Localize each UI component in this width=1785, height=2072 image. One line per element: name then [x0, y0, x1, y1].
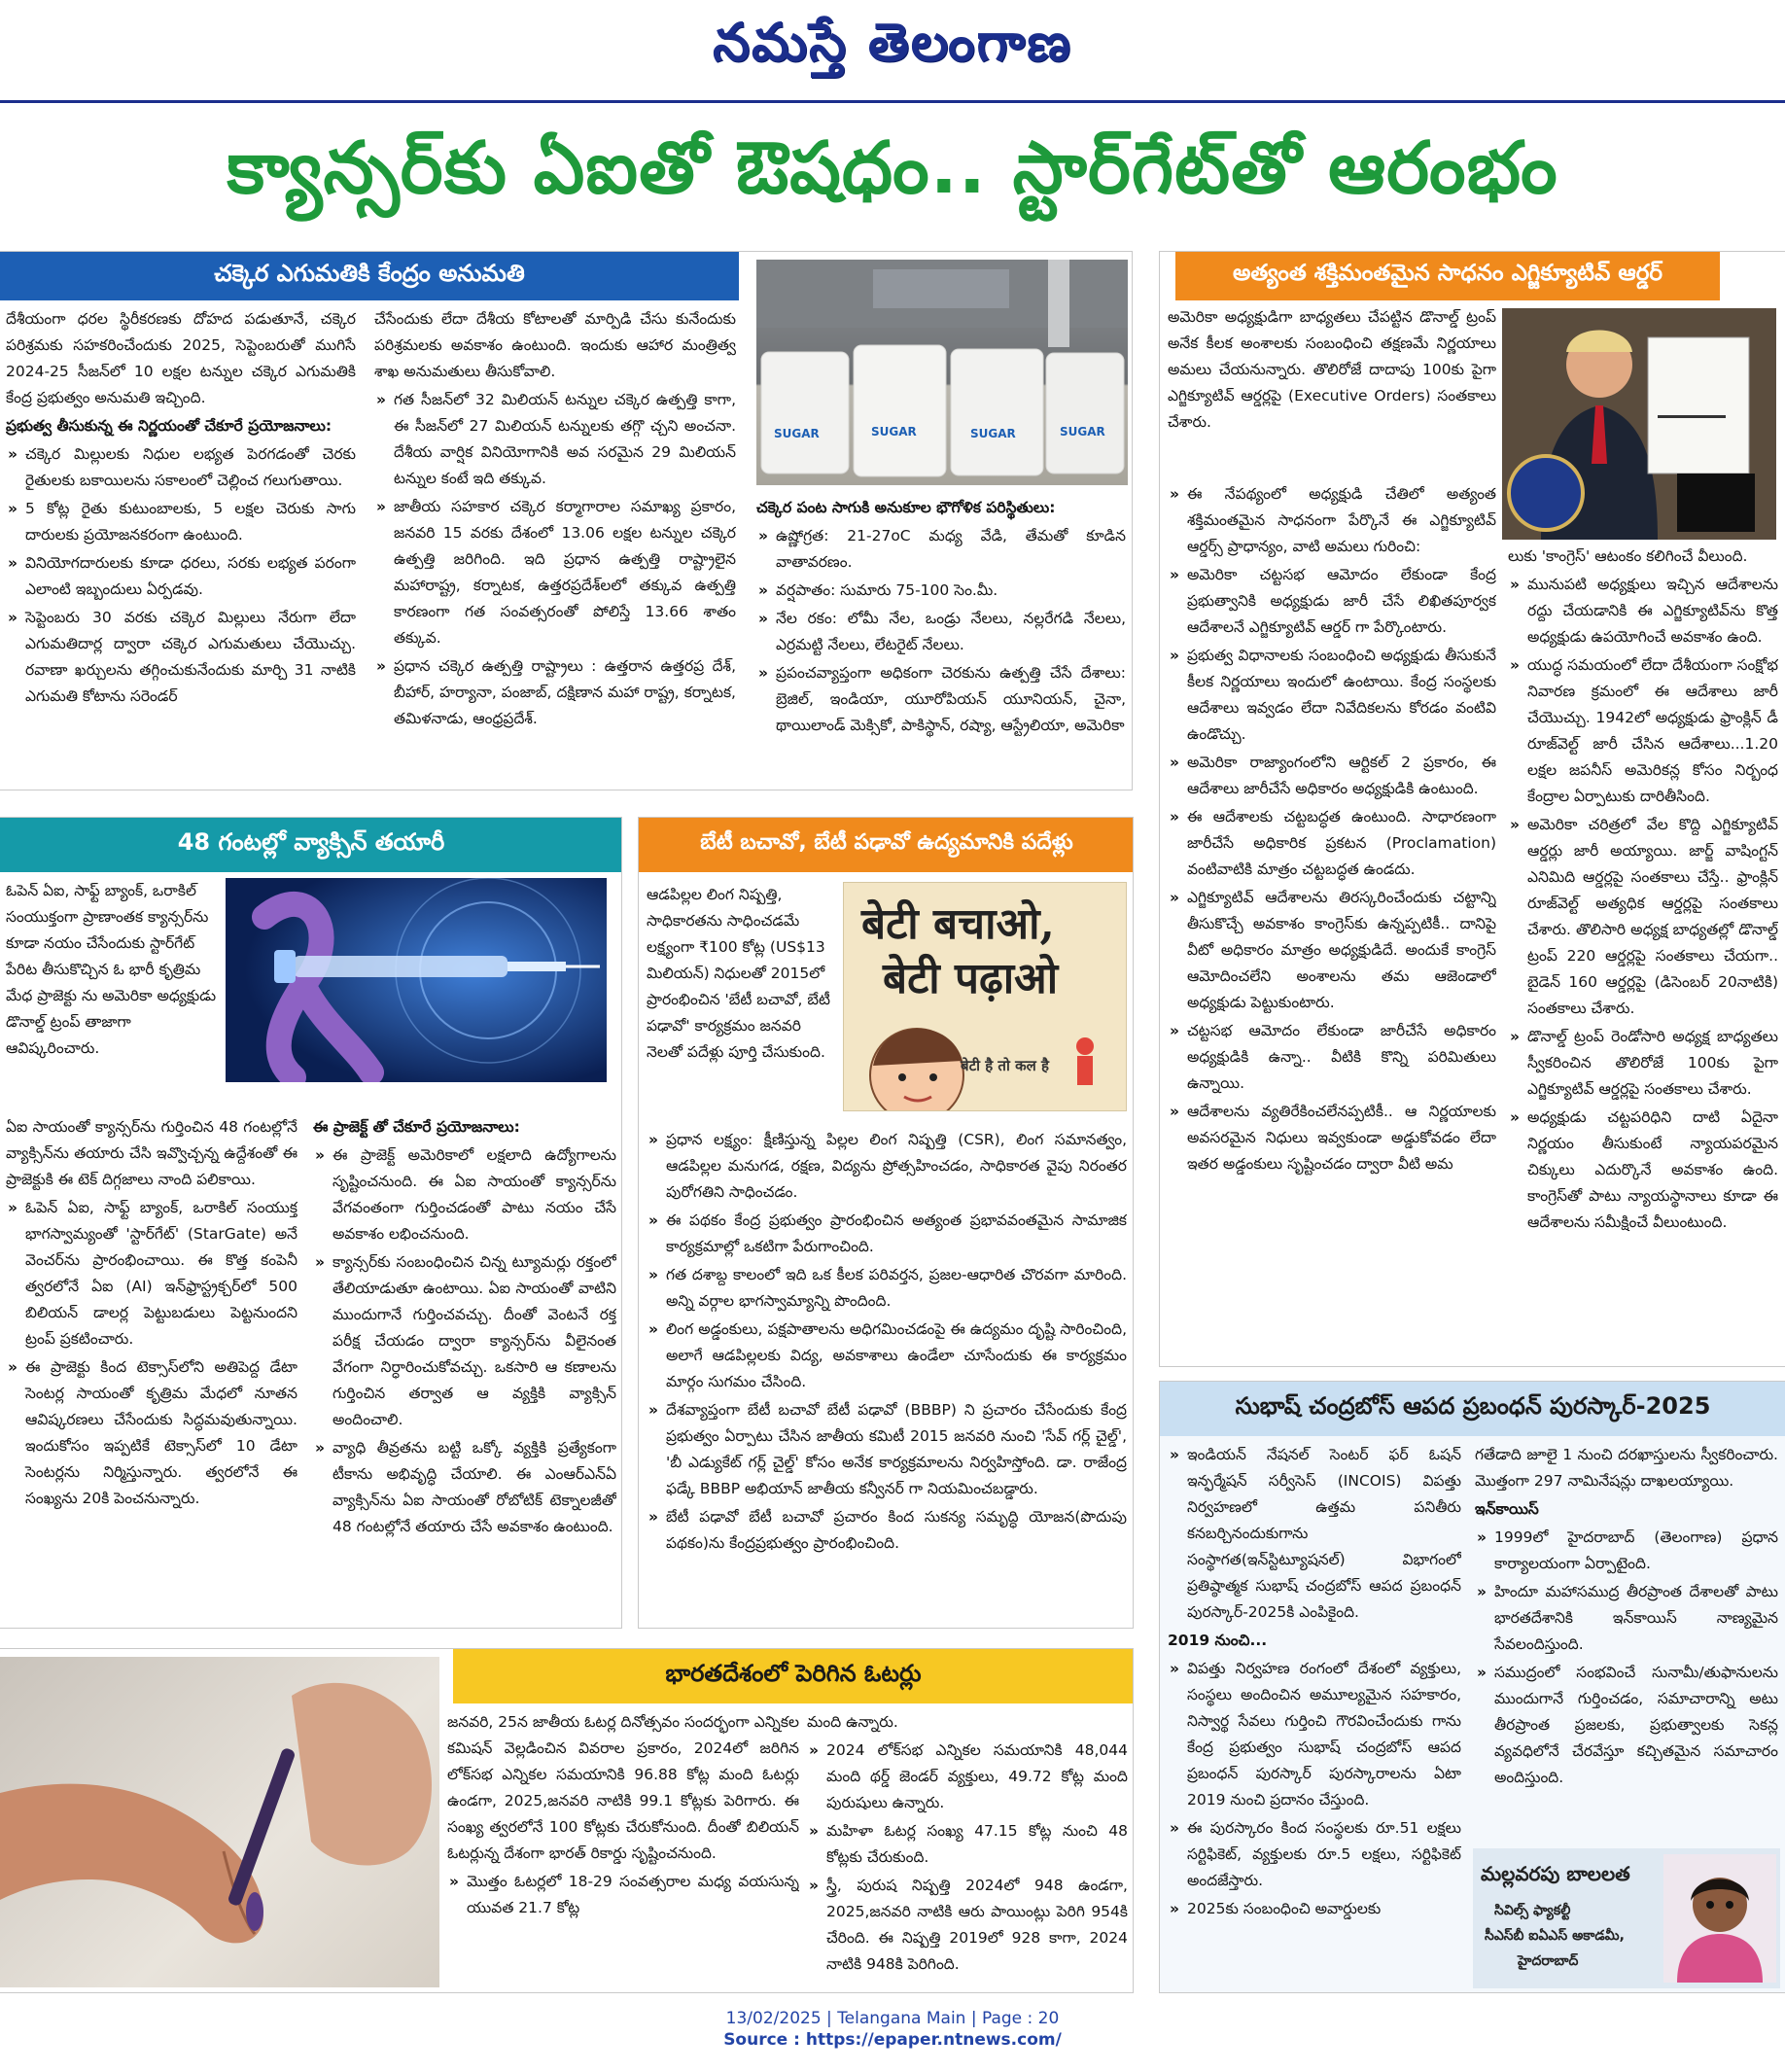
footer [0, 2008, 1785, 2051]
incois-heading: ఇన్‌కాయిస్ [1475, 1500, 1539, 1518]
sugar-col3 [756, 495, 1126, 787]
voter-ink-photo [0, 1657, 439, 1987]
list-item: » క్యాన్సర్‌కు సంబంధించిన చిన్న ట్యూమర్లు రక్తంలో తేలియాడుతూ ఉంటాయి. ఏఐ సాయంతో వాటిని ముందుగానే గుర్తించవచ్చు. దీంతో వెంటనే రక్త పరీక్ష చేయడం ద్వారా క్యాన్సర్‌ను వీలైనంత వేగంగా నిర్ధారించుకోవచ్చు. ఒకసారి ఆ కణాలను గుర్తించిన తర్వాత ఆ వ్యక్తికి వ్యాక్సిన్ అందించాలి. [313, 1249, 616, 1433]
list-item: » ఆదేశాలను వ్యతిరేకించలేనప్పటికీ.. ఆ నిర్ణయాలకు అవసరమైన నిధులు ఇవ్వకుండా అడ్డుకోవడం లేదా ఇతర అడ్డంకులు సృష్టించడం ద్వారా వీటి అమ [1168, 1099, 1496, 1177]
list-item: » 1999లో హైదరాబాద్ (తెలంగాణ) ప్రధాన కార్యాలయంగా ఏర్పాటైంది. [1475, 1525, 1778, 1577]
sugar-col1 [6, 306, 356, 783]
list-item: » ఇండియన్ నేషనల్ సెంటర్ ఫర్ ఓషన్ ఇన్ఫర్మేషన్ సర్వీసెస్ (INCOIS) విపత్తు నిర్వహణలో ఉత్తమ పనితీరు కనబర్చినందుకుగాను సంస్థాగత(ఇన్‌స్టిట్యూషనల్) విభాగంలో ప్రతిష్ఠాత్మక సుభాష్ చంద్రబోస్ ఆపద ప్రబంధన్ పురస్కార్-2025కి ఎంపికైంది. [1168, 1442, 1461, 1626]
beti-title-bar [639, 818, 1134, 872]
poster-tagline: बेटी है तो कल है [961, 1057, 1049, 1074]
main-headline [0, 109, 1785, 245]
subhash-col1 [1168, 1442, 1461, 1988]
list-item: » ఎగ్జిక్యూటివ్ ఆదేశాలను తిరస్కరించేందుకు చట్టాన్ని తీసుకొచ్చే అవకాశం కాంగ్రెస్‌కు ఉన్నప్పటికీ.. దానిపై వీటో అధికారం మాత్రం అధ్యక్షుడిదే. అందుకే కాంగ్రెస్ ఆమోదించలేని అంశాలను తమ ఆజెండాలో అధ్యక్షుడు పెట్టుకుంటారు. [1168, 885, 1496, 1016]
list-item: » గత సీజన్‌లో 32 మిలియన్ టన్నుల చక్కెర ఉత్పత్తి కాగా, ఈ సీజన్‌లో 27 మిలియన్ టన్నులకు తగ్గొ చ్చని అంచనా. దేశీయ వార్షిక వినియోగానికి అవ సరమైన 29 మిలియన్ టన్నుల కంటే ఇది తక్కువ. [374, 387, 736, 492]
subhash-since-2019-heading: 2019 నుంచి... [1168, 1632, 1268, 1649]
voters-article [0, 1648, 1134, 1993]
sugar-bag-label: SUGAR [871, 425, 917, 439]
list-item: » ప్రపంచవ్యాప్తంగా అధికంగా చెరకును ఉత్పత్తి చేసే దేశాలు: బ్రెజిల్, ఇండియా, యూరోపియన్ యూనియన్, చైనా, థాయిలాండ్ మెక్సికో, పాకిస్థాన్, రష్యా, ఆస్ట్రేలియా, అమెరికా [756, 660, 1126, 739]
sugar-bag-label: SUGAR [774, 427, 820, 440]
list-item: » 2024 లోక్‌సభ ఎన్నికల సమయానికి 48,044 మంది థర్డ్ జెండర్ వ్యక్తులు, 49.72 కోట్ల మంది పురుషులు ఉన్నారు. [807, 1738, 1128, 1816]
list-item: » ఈ పథకం కేంద్ర ప్రభుత్వం ప్రారంభించిన అత్యంత ప్రభావవంతమైన సామాజిక కార్యక్రమాల్లో ఒకటిగా పేరుగాంచింది. [647, 1208, 1127, 1260]
masthead-divider [0, 100, 1785, 103]
avatar [1663, 1854, 1776, 1983]
list-item: » మహిళా ఓటర్ల సంఖ్య 47.15 కోట్ల నుంచి 48 కోట్లకు చేరుకుంది. [807, 1818, 1128, 1871]
voters-title: భారతదేశంలో పెరిగిన ఓటర్లు [665, 1660, 922, 1687]
list-item: » సెప్టెంబరు 30 వరకు చక్కెర మిల్లులు నేరుగా లేదా ఎగుమతిదార్ల ద్వారా చక్కెర ఎగుమతులు చేయొచ్చు. రవాణా ఖర్చులను తగ్గించుకునేందుకు మార్చి 31 నాటికి ఎగుమతి కోటాను సరెండర్ [6, 605, 356, 710]
list-item: » 2025కు సంబంధించి అవార్డులకు [1168, 1896, 1461, 1922]
voters-col2-lead: మంది ఉన్నారు. [807, 1713, 898, 1731]
beti-title: బేటీ బచావో, బేటీ పఢావో ఉద్యమానికి పదేళ్లు [700, 830, 1073, 855]
vaccine-col1-top [6, 878, 222, 1111]
author-line2: సీఎస్‌బీ ఐఏఎస్ అకాడమీ, [1485, 1928, 1625, 1944]
vaccine-intro: ఓపెన్ ఏఐ, సాఫ్ట్ బ్యాంక్, ఒరాకిల్ సంయుక్తంగా ప్రాణాంతక క్యాన్సర్‌ను కూడా నయం చేసేందుకు స్టార్‌గేట్ పేరిట తీసుకొచ్చిన ఓ భారీ కృత్రిమ మేధ ప్రాజెక్టు ను అమెరికా అధ్యక్షుడు డొనాల్డ్ ట్రంప్ తాజాగా ఆవిష్కరించారు. [6, 882, 217, 1057]
exec-title-bar [1175, 252, 1720, 300]
voters-col2 [807, 1709, 1128, 1989]
vaccine-title-bar [0, 818, 622, 872]
sugar-col2-lead: చేసేందుకు లేదా దేశీయ కోటాలతో మార్పిడి చేసు కునేందుకు పరిశ్రమలకు అవకాశం ఉంటుంది. ఇందుకు ఆహార మంత్రిత్వ శాఖ అనుమతులు తీసుకోవాలి. [374, 310, 736, 380]
list-item: » మునుపటి అధ్యక్షులు ఇచ్చిన ఆదేశాలను రద్దు చేయడానికి ఈ ఎగ్జిక్యూటివ్‌ను కొత్త అధ్యక్షుడు ఉపయోగించే అవకాశం ఉంది. [1508, 572, 1778, 650]
author-line1: సివిల్స్ ఫ్యాకల్టీ [1494, 1903, 1571, 1918]
list-item: » ఈ ఆదేశాలకు చట్టబద్ధత ఉంటుంది. సాధారణంగా జారీచేసే అధికారిక ప్రకటన (Proclamation) వంటివాటికి మాత్రం చట్టబద్ధత ఉండదు. [1168, 804, 1496, 883]
author-box [1473, 1848, 1780, 1988]
voters-title-bar [453, 1649, 1134, 1703]
sugar-article [0, 251, 1133, 790]
list-item: » ఈ పురస్కారం కింద సంస్థలకు రూ.51 లక్షలు సర్టిఫికెట్, వ్యక్తులకు రూ.5 లక్షలు, సర్టిఫికెట్ అందజేస్తారు. [1168, 1815, 1461, 1894]
list-item: » 5 కోట్ల రైతు కుటుంబాలకు, 5 లక్షల చెరుకు సాగు దారులకు ప్రయోజనకరంగా ఉంటుంది. [6, 496, 356, 548]
list-item: » విపత్తు నిర్వహణ రంగంలో దేశంలో వ్యక్తులు, సంస్థలు అందించిన అమూల్యమైన సహకారం, నిస్వార్థ సేవలు గుర్తించి గౌరవించేందుకు గాను కేంద్ర ప్రభుత్వం సుభాష్ చంద్రబోస్ ఆపద ప్రబంధన్ పురస్కార్ పురస్కారాలను ఏటా 2019 నుంచి ప్రదానం చేస్తుంది. [1168, 1656, 1461, 1813]
poster-line1: बेटी बचाओ, [861, 899, 1055, 949]
footer-date-page: 13/02/2025 | Telangana Main | Page : 20 [725, 2009, 1060, 2028]
subhash-col2 [1475, 1442, 1778, 1841]
list-item: » డొనాల్డ్ ట్రంప్ రెండోసారి అధ్యక్ష బాధ్యతలు స్వీకరించిన తొలిరోజే 100కు పైగా ఎగ్జిక్యూటివ్ ఆర్డర్లపై సంతకాలు చేశారు. [1508, 1024, 1778, 1103]
list-item: » చక్కెర మిల్లులకు నిధుల లభ్యత పెరగడంతో చెరకు రైతులకు బకాయిలను సకాలంలో చెల్లించ గలుగుతాయి. [6, 441, 356, 494]
list-item: » బేటీ పఢావో బేటీ బచావో ప్రచారం కింద సుకన్య సమృద్ధి యోజన(పొదుపు పథకం)ను కేంద్రప్రభుత్వం ప్రారంభించింది. [647, 1504, 1127, 1557]
list-item: » గత దశాబ్ద కాలంలో ఇది ఒక కీలక పరివర్తన, ప్రజల-ఆధారిత చొరవగా మారింది. అన్ని వర్గాల భాగస్వామ్యాన్ని పొందింది. [647, 1262, 1127, 1315]
exec-col2-lead: లుకు 'కాంగ్రెస్' ఆటంకం కలిగించే వీలుంది. [1508, 547, 1748, 565]
sugar-conditions-heading: చక్కెర పంట సాగుకి అనుకూల భౌగోళిక పరిస్థితులు: [756, 499, 1056, 516]
list-item: » ఈ ప్రాజెక్ట్ అమెరికాలో లక్షలాది ఉద్యోగాలను సృష్టించనుంది. ఈ ఏఐ సాయంతో క్యాన్సర్‌ను వేగవంతంగా గుర్తించడంతో పాటు నయం చేసే అవకాశం లభించనుంది. [313, 1142, 616, 1247]
subhash-award-article [1159, 1381, 1785, 1993]
list-item: » జాతీయ సహకార చక్కెర కర్మాగారాల సమాఖ్య ప్రకారం, జనవరి 15 వరకు దేశంలో 13.06 లక్షల టన్నుల చక్కెర ఉత్పత్తి జరిగింది. ఇది ప్రధాన ఉత్పత్తి రాష్ట్రాలైన మహారాష్ట్ర, కర్నాటక, ఉత్తరప్రదేశ్‌లలో తక్కువ ఉత్పత్తి కారణంగా గత సంవత్సరంతో పోలిస్తే 13.66 శాతం తక్కువ. [374, 494, 736, 651]
exec-title: అత్యంత శక్తిమంతమైన సాధనం ఎగ్జిక్యూటివ్ ఆర్డర్ [1233, 261, 1662, 286]
list-item: » మొత్తం ఓటర్లలో 18-29 సంవత్సరాల మధ్య వయసున్న యువత 21.7 కోట్ల [447, 1869, 799, 1921]
vaccine-benefits-heading: ఈ ప్రాజెక్ట్ తో చేకూరే ప్రయోజనాలు: [313, 1118, 520, 1136]
headline-text: క్యాన్సర్‌కు ఏఐతో ఔషధం.. స్టార్‌గేట్‌తో ఆరంభం [227, 126, 1558, 210]
sugar-title: చక్కెర ఎగుమతికి కేంద్రం అనుమతి [214, 260, 525, 287]
beti-intro [647, 882, 837, 1125]
footer-source: Source : https://epaper.ntnews.com/ [723, 2030, 1062, 2050]
sugar-intro: దేశీయంగా ధరల స్థిరీకరణకు దోహద పడుతూనే, చక్కెర పరిశ్రమకు సహకరించేందుకు 2025, సెప్టెంబరుతో ముగిసే 2024-25 సీజన్‌లో 10 లక్షల టన్నుల చక్కెర ఎగుమతికి కేంద్ర ప్రభుత్వం అనుమతి ఇచ్చింది. [6, 310, 356, 406]
trump-signing-photo [1502, 308, 1776, 540]
beti-poster [843, 882, 1127, 1111]
sugar-bags-photo [756, 260, 1128, 485]
list-item: » ఓపెన్ ఏఐ, సాఫ్ట్ బ్యాంక్, ఒరాకిల్ సంయుక్త భాగస్వామ్యంతో 'స్టార్‌గేట్' (StarGate) అనే వెంచర్‌ను ప్రారంభించాయి. ఈ కొత్త కంపెనీ త్వరలోనే ఏఐ (AI) ఇన్‌ఫ్రాస్ట్రక్చర్‌లో 500 బిలియన్ డాలర్ల పెట్టుబడులు పెట్టనుందని ట్రంప్ ప్రకటించారు. [6, 1195, 298, 1352]
list-item: » వర్షపాతం: సుమారు 75-100 సెం.మీ. [756, 578, 1126, 604]
list-item: » స్త్రీ, పురుష నిష్పత్తి 2024లో 948 ఉండగా, 2025,జనవరి నాటికి ఆరు పాయింట్లు పెరిగి 954కి చేరింది. ఈ నిష్పత్తి 2019లో 928 కాగా, 2024 నాటికి 948కి పెరిగింది. [807, 1873, 1128, 1978]
list-item: » ఉష్ణోగ్రత: 21-27oC మధ్య వేడి, తేమతో కూడిన వాతావరణం. [756, 523, 1126, 576]
list-item: » వ్యాధి తీవ్రతను బట్టి ఒక్కో వ్యక్తికి ప్రత్యేకంగా టీకాను అభివృద్ధి చేయాలి. ఈ ఎంఆర్ఎన్ఏ వ్యాక్సిన్‌ను ఏఐ సాయంతో రోబోటిక్ టెక్నాలజీతో 48 గంటల్లోనే తయారు చేసే అవకాశం ఉంటుంది. [313, 1435, 616, 1540]
subhash-title: సుభాష్ చంద్రబోస్ ఆపద ప్రబంధన్ పురస్కార్-2025 [1235, 1392, 1711, 1420]
voters-col1 [447, 1709, 799, 1989]
sugar-title-bar [0, 252, 739, 300]
vaccine-title: 48 గంటల్లో వ్యాక్సిన్ తయారీ [177, 828, 445, 856]
list-item: » అమెరికా చట్టసభ ఆమోదం లేకుండా కేంద్ర ప్రభుత్వానికి అధ్యక్షుడు జారీ చేసే లిఖితపూర్వక ఆదేశాలనే ఎగ్జిక్యూటివ్ ఆర్డర్ గా పేర్కొంటారు. [1168, 562, 1496, 641]
sugar-benefits-heading: ప్రభుత్వ తీసుకున్న ఈ నిర్ణయంతో చేకూరే ప్రయోజనాలు: [6, 417, 332, 435]
exec-col1 [1168, 481, 1496, 1362]
vaccine-col1 [6, 1114, 298, 1625]
subhash-title-bar [1160, 1382, 1785, 1436]
vaccine-illustration [226, 878, 607, 1082]
vaccine-col2 [313, 1114, 616, 1625]
beti-intro-text: ఆడపిల్లల లింగ నిష్పత్తి, సాధికారతను సాధించడమే లక్ష్యంగా ₹100 కోట్ల (US$13 మిలియన్) నిధులతో 2015లో ప్రారంభించిన 'బేటీ బచావో, బేటీ పఢావో' కార్యక్రమం జనవరి నెలతో పదేళ్లు పూర్తి చేసుకుంది. [647, 886, 830, 1061]
author-name: మల్లవరపు బాలలత [1481, 1862, 1630, 1885]
list-item: » అమెరికా చరిత్రలో వేల కొద్ది ఎగ్జిక్యూటివ్ ఆర్డర్లు జారీ అయ్యాయి. జార్జ్ వాషింగ్టన్ ఎనిమిది ఆర్డర్లపై సంతకాలు చేస్తే.. ఫ్రాంక్లిన్ రూజ్‌వెల్ట్ అత్యధిక ఆర్డర్లపై సంతకాలు చేశారు. తొలిసారి అధ్యక్ష బాధ్యతల్లో డొనాల్డ్ ట్రంప్ 220 ఆర్డర్లపై సంతకాలు చేయగా.. బైడెన్ 160 ఆర్డర్లపై (డిసెంబర్ 20నాటికి) సంతకాలు చేశారు. [1508, 812, 1778, 1022]
exec-top [1168, 304, 1496, 479]
list-item: » సముద్రంలో సంభవించే సునామీ/తుఫానులను ముందుగానే గుర్తించడం, సమాచారాన్ని అటు తీరప్రాంత ప్రజలకు, ప్రభుత్వాలకు సెకన్ల వ్యవధిలోనే చేరవేస్తూ కచ్చితమైన సమాచారం అందిస్తుంది. [1475, 1660, 1778, 1791]
poster-line2: बेटी पढ़ाओ [883, 954, 1059, 1003]
voters-intro: జనవరి, 25న జాతీయ ఓటర్ల దినోత్సవం సందర్భంగా ఎన్నికల కమిషన్ వెల్లడించిన వివరాల ప్రకారం, 2024లో జరిగిన లోక్‌సభ ఎన్నికల సమయానికి 96.88 కోట్ల మంది ఓటర్లు ఉండగా, 2025,జనవరి నాటికి 99.1 కోట్లకు పెరిగారు. ఈ సంఖ్య త్వరలోనే 100 కోట్లకు చేరుకోనుంది. దీంతో బిలియన్ ఓటర్లున్న దేశంగా భారత్ రికార్డు సృష్టించనుంది. [447, 1713, 799, 1862]
list-item: » నేల రకం: లోమీ నేల, ఒండ్రు నేలలు, నల్లరేగడి నేలలు, ఎర్రమట్టి నేలలు, లేటరైట్ నేలలు. [756, 606, 1126, 658]
sugar-col2 [374, 306, 736, 783]
vaccine-lead: ఏఐ సాయంతో క్యాన్సర్‌ను గుర్తించిన 48 గంటల్లోనే వ్యాక్సిన్‌ను తయారు చేసి ఇవ్వొచ్చన్న ఉద్దేశంతో ఈ ప్రాజెక్టుకి ఈ టెక్ దిగ్గజాలు నాంది పలికాయి. [6, 1118, 298, 1188]
list-item: » అమెరికా రాజ్యాంగంలోని ఆర్టికల్ 2 ప్రకారం, ఈ ఆదేశాలు జారీచేసే అధికారం అధ్యక్షుడికి ఉంటుంది. [1168, 750, 1496, 802]
exec-col2 [1508, 544, 1778, 1362]
masthead-title: నమస్తే తెలంగాణ [713, 11, 1072, 73]
list-item: » లింగ అడ్డంకులు, పక్షపాతాలను అధిగమించడంపై ఈ ఉద్యమం దృష్టి సారించింది, అలాగే ఆడపిల్లలకు విద్య, అవకాశాలు ఉండేలా చూసేందుకు ఈ కార్యక్రమం మార్గం సుగమం చేసింది. [647, 1317, 1127, 1395]
vaccine-article [0, 817, 622, 1629]
list-item: » యుద్ధ సమయంలో లేదా దేశీయంగా సంక్షోభ నివారణ క్రమంలో ఈ ఆదేశాలు జారీ చేయొచ్చు. 1942లో అధ్యక్షుడు ఫ్రాంక్లిన్ డీ రూజ్‌వెల్ట్ జారీ చేసిన ఆదేశాలు...1.20 లక్షల జపనీస్ అమెరికన్ల కోసం నిర్బంధ కేంద్రాల ఏర్పాటుకు దారితీసింది. [1508, 652, 1778, 810]
list-item: » ప్రధాన లక్ష్యం: క్షీణిస్తున్న పిల్లల లింగ నిష్పత్తి (CSR), లింగ సమానత్వం, ఆడపిల్లల మనుగడ, రక్షణ, విద్యను ప్రోత్సహించడం, సాధికారత వైపు నిరంతర పురోగతిని సాధించడం. [647, 1127, 1127, 1206]
list-item: » చట్టసభ ఆమోదం లేకుండా జారీచేసే అధికారం అధ్యక్షుడికి ఉన్నా.. వీటికి కొన్ని పరిమితులు ఉన్నాయి. [1168, 1018, 1496, 1097]
list-item: » హిందూ మహాసముద్ర తీరప్రాంత దేశాలతో పాటు భారతదేశానికి ఇన్‌కాయిస్ నాణ్యమైన సేవలందిస్తుంది. [1475, 1579, 1778, 1658]
beti-list [647, 1127, 1127, 1623]
sugar-bag-label: SUGAR [970, 427, 1016, 440]
list-item: » ఈ నేపథ్యంలో అధ్యక్షుడి చేతిలో అత్యంత శక్తిమంతమైన సాధనంగా పేర్కొనే ఈ ఎగ్జిక్యూటివ్ ఆర్డర్స్ ప్రాధాన్యం, వాటి అమలు గురించి: [1168, 481, 1496, 560]
exec-intro: అమెరికా అధ్యక్షుడిగా బాధ్యతలు చేపట్టిన డొనాల్డ్ ట్రంప్ అనేక కీలక అంశాలకు సంబంధించి తక్షణమే నిర్ణయాలు అమలు చేయనున్నారు. తొలిరోజే దాదాపు 100కు పైగా ఎగ్జిక్యూటివ్ ఆర్డర్లపై (Executive Orders) సంతకాలు చేశారు. [1168, 308, 1496, 431]
author-line3: హైదరాబాద్ [1518, 1953, 1579, 1969]
list-item: » దేశవ్యాప్తంగా బేటీ బచావో బేటీ పఢావో (BBBP) ని ప్రచారం చేసేందుకు కేంద్ర ప్రభుత్వం ఏర్పాటు చేసిన జాతీయ కమిటీ 2015 జనవరి నుంచి 'సేవ్ గర్ల్ చైల్డ్', 'బీ ఎడ్యుకేట్ గర్ల్ చైల్డ్' కోసం అనేక కార్యక్రమాలను నిర్వహిస్తోంది. డా. రాజేంద్ర ఫడ్కే BBBP అభియాన్ జాతీయ కన్వీనర్ గా నియమించబడ్డారు. [647, 1397, 1127, 1502]
list-item: » ప్రధాన చక్కెర ఉత్పత్తి రాష్ట్రాలు : ఉత్తరాన ఉత్తరప్ర దేశ్, బీహార్, హర్యానా, పంజాబ్, దక్షిణాన మహా రాష్ట్ర, కర్నాటక, తమిళనాడు, ఆంధ్రప్రదేశ్. [374, 653, 736, 732]
subhash-col2-lead: గతేడాది జూలై 1 నుంచి దరఖాస్తులను స్వీకరించారు. మొత్తంగా 297 నామినేషన్లు దాఖలయ్యాయి. [1475, 1446, 1778, 1490]
masthead [0, 0, 1785, 97]
list-item: » ఈ ప్రాజెక్టు కింద టెక్సాస్‌లోని అతిపెద్ద డేటా సెంటర్ల సాయంతో కృత్రిమ మేధలో నూతన ఆవిష్కరణలు చేసేందుకు సిద్ధమవుతున్నాయి. ఇందుకోసం ఇప్పటికే టెక్సాస్‌లో 10 డేటా సెంటర్లను నిర్మిస్తున్నారు. త్వరలోనే ఈ సంఖ్యను 20కి పెంచనున్నారు. [6, 1354, 298, 1512]
exec-order-article [1159, 251, 1785, 1367]
list-item: » అధ్యక్షుడు చట్టపరిధిని దాటి ఏదైనా నిర్ణయం తీసుకుంటే న్యాయపరమైన చిక్కులు ఎదుర్కొనే అవకాశం ఉంది. కాంగ్రెస్‌తో పాటు న్యాయస్థానాలు కూడా ఈ ఆదేశాలను సమీక్షించే వీలుంటుంది. [1508, 1105, 1778, 1236]
sugar-bag-label: SUGAR [1060, 425, 1105, 439]
list-item: » ప్రభుత్వ విధానాలకు సంబంధించి అధ్యక్షుడు తీసుకునే కీలక నిర్ణయాలు ఇందులో ఉంటాయి. కేంద్ర సంస్థలకు ఆదేశాలు ఇవ్వడం లేదా నివేదికలను కోరడం వంటివి ఉండొచ్చు. [1168, 643, 1496, 748]
beti-article [638, 817, 1134, 1629]
list-item: » వినియోగదారులకు కూడా ధరలు, సరకు లభ్యత పరంగా ఎలాంటి ఇబ్బందులు ఏర్పడవు. [6, 550, 356, 603]
